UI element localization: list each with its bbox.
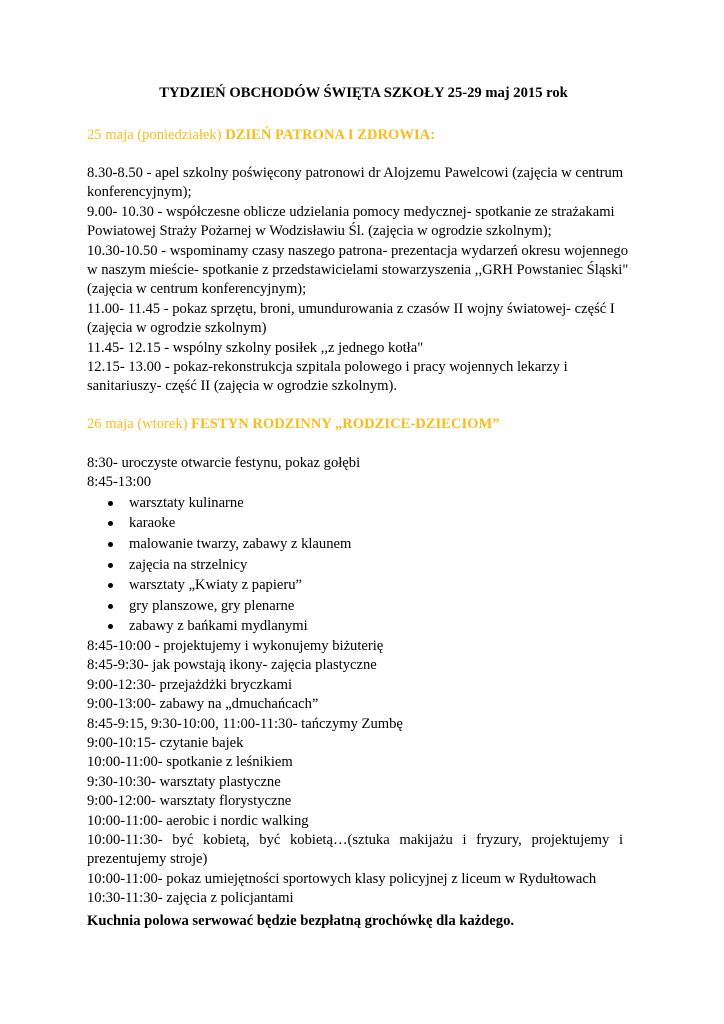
day2-date: 26 maja (wtorek) <box>87 416 188 432</box>
list-item: malowanie twarzy, zabawy z klaunem <box>87 534 640 555</box>
schedule-line: 9:00-10:15- czytanie bajek <box>87 735 244 751</box>
bullet-icon <box>108 563 113 568</box>
document-title: TYDZIEŃ OBCHODÓW ŚWIĘTA SZKOŁY 25-29 maj 2015 rok <box>159 85 568 101</box>
list-item: warsztaty „Kwiaty z papieru” <box>87 575 640 596</box>
day1-line: (zajęcia w centrum konferencyjnym); <box>87 281 307 298</box>
day1-line: sanitariuszy- część II (zajęcia w ogrodzie szkolnym). <box>87 378 397 395</box>
list-item: zajęcia na strzelnicy <box>87 555 640 576</box>
list-item: karaoke <box>87 513 640 534</box>
schedule-line: 10:00-11:00- pokaz umiejętności sportowych klasy policyjnej z liceum w Rydułtowach <box>87 870 597 887</box>
schedule-line: 8:45-9:15, 9:30-10:00, 11:00-11:30- tańczymy Zumbę <box>87 715 403 732</box>
schedule-line: prezentujemy stroje) <box>87 851 208 868</box>
day1-line: Powiatowej Straży Pożarnej w Wodzisławiu Śl. (zajęcia w ogrodzie szkolnym); <box>87 223 552 240</box>
schedule-line: 8:45-9:30- jak powstają ikony- zajęcia plastyczne <box>87 657 377 674</box>
day1-line: konferencyjnym); <box>87 184 192 201</box>
schedule-line: 10:30-11:30- zajęcia z policjantami <box>87 890 294 907</box>
day1-program <box>87 164 640 397</box>
day1-line: w naszym mieście- spotkanie z przedstawicielami stowarzyszenia ,,GRH Powstaniec Śląski" <box>87 262 629 279</box>
bullet-icon <box>108 501 113 506</box>
schedule-line: 9:00-12:00- warsztaty florystyczne <box>87 793 292 810</box>
closing-note: Kuchnia polowa serwować będzie bezpłatną grochówkę dla każdego. <box>87 913 515 929</box>
day1-line: 11.00- 11.45 - pokaz sprzętu, broni, umundurowania z czasów II wojny światowej- część I <box>87 300 615 317</box>
bullet-icon <box>108 624 113 629</box>
schedule-line: 10:00-11:00- spotkanie z leśnikiem <box>87 754 293 771</box>
list-item: zabawy z bańkami mydlanymi <box>87 616 640 637</box>
schedule-line: 9:30-10:30- warsztaty plastyczne <box>87 773 281 790</box>
list-item: gry planszowe, gry plenarne <box>87 596 640 617</box>
day2-name: FESTYN RODZINNY „RODZICE-DZIECIOM” <box>191 416 500 432</box>
activity-list <box>87 493 640 637</box>
day1-heading <box>87 126 435 144</box>
bullet-icon <box>108 604 113 609</box>
day2-heading <box>87 415 500 433</box>
day2-program <box>87 454 640 909</box>
day1-line: 8.30-8.50 - apel szkolny poświęcony patronowi dr Alojzemu Pawelcowi (zajęcia w centrum <box>87 165 624 181</box>
bullet-icon <box>108 542 113 547</box>
schedule-line: 9:00-13:00- zabawy na „dmuchańcach” <box>87 696 319 713</box>
schedule-line: 8:45-10:00 - projektujemy i wykonujemy biżuterię <box>87 637 384 654</box>
day1-line: (zajęcia w ogrodzie szkolnym) <box>87 320 267 337</box>
list-item: warsztaty kulinarne <box>87 493 640 514</box>
schedule-line: 9:00-12:30- przejażdżki bryczkami <box>87 676 293 693</box>
bullet-icon <box>108 521 113 526</box>
day1-line: 10.30-10.50 - wspominamy czasy naszego patrona- prezentacja wydarzeń okresu wojennego <box>87 242 628 259</box>
day2-intro-line: 8:45-13:00 <box>87 474 152 491</box>
day1-line: 11.45- 12.15 - wspólny szkolny posiłek ,,z jednego kotła" <box>87 339 424 356</box>
schedule-line: 10:00-11:00- aerobic i nordic walking <box>87 812 309 829</box>
day1-name: DZIEŃ PATRONA I ZDROWIA: <box>225 127 436 143</box>
day1-date: 25 maja (poniedziałek) <box>87 127 222 143</box>
day2-intro-line: 8:30- uroczyste otwarcie festynu, pokaz gołębi <box>87 455 361 471</box>
schedule-line: 10:00-11:30- być kobietą, być kobietą…(sztuka makijażu i fryzury, projektujemy i <box>87 832 623 849</box>
day1-line: 9.00- 10.30 - współczesne oblicze udzielania pomocy medycznej- spotkanie ze strażakami <box>87 203 615 220</box>
bullet-icon <box>108 583 113 588</box>
day1-line: 12.15- 13.00 - pokaz-rekonstrukcja szpitala polowego i pracy wojennych lekarzy i <box>87 359 568 376</box>
